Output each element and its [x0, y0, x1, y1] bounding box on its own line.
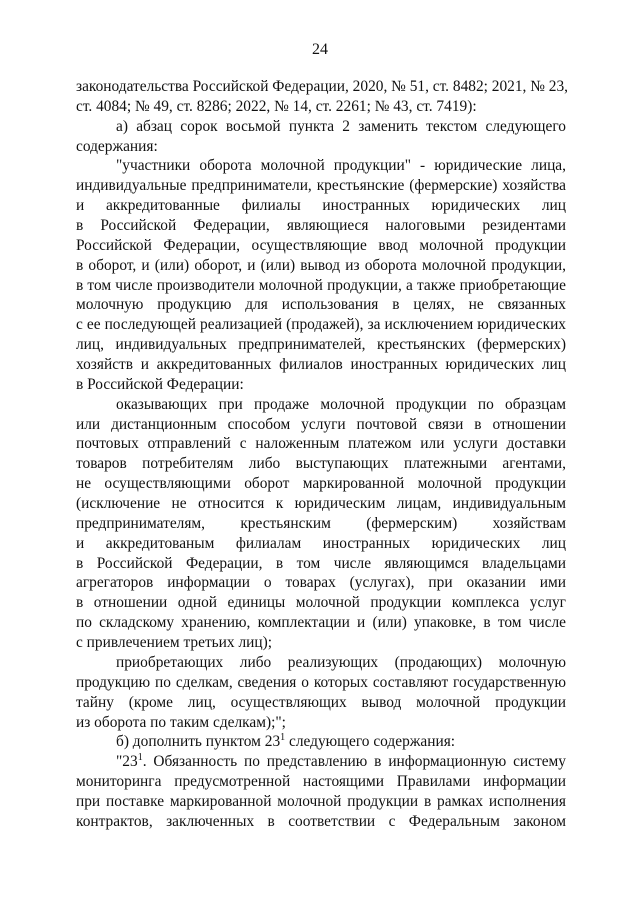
item-23-line — [76, 752, 566, 772]
text-line: законодательства Российской Федерации, 2020, № 51, ст. 8482; 2021, № 23, — [76, 78, 569, 95]
text-line: почтовых отправлений с наложенным платежом или услуги доставки — [76, 435, 566, 453]
text-line: продукцию по сделкам, сведения о которых составляют государственную — [76, 673, 566, 691]
text-line: тайну (кроме лиц, осуществляющих вывод молочной продукции — [76, 693, 566, 711]
page-number: 24 — [312, 41, 328, 58]
text-line: "участники оборота молочной продукции" - юридические лица, — [116, 157, 566, 175]
text-line: по складскому хранению, комплектации и (или) упаковке, в том числе — [76, 614, 566, 632]
text-line: в том числе производители молочной продукции, а также приобретающие — [76, 276, 566, 294]
text-line: приобретающих либо реализующих (продающих) молочную — [116, 653, 566, 671]
text-line: индивидуальные предприниматели, крестьянские (фермерские) хозяйства — [76, 177, 566, 195]
text-line: предпринимателям, крестьянским (фермерским) хозяйствам — [76, 514, 566, 532]
text-line: и аккредитованым филиалам иностранных юридических лиц — [76, 534, 566, 552]
text-line: а) абзац сорок восьмой пункта 2 заменить текстом следующего — [116, 117, 566, 135]
text-line: контрактов, заключенных в соответствии с Федеральным законом — [76, 812, 566, 830]
text-line: молочную продукцию для использования в целях, не связанных — [76, 296, 566, 314]
text-line: Российской Федерации, осуществляющие ввод молочной продукции — [76, 236, 566, 254]
text-line: в оборот, и (или) оборот, и (или) вывод из оборота молочной продукции, — [76, 256, 566, 274]
text-line: оказывающих при продаже молочной продукции по образцам — [116, 395, 566, 413]
text-line: в Российской Федерации: — [76, 375, 244, 393]
item-b-before: б) дополнить пунктом 23 — [116, 733, 281, 751]
item-23-after: . Обязанность по представлению в информационную систему — [142, 753, 566, 771]
text-line: товаров потребителям либо выступающих платежными агентами, — [76, 455, 566, 473]
text-line: в Российской Федерации, в том числе являющимся владельцами — [76, 554, 566, 572]
item-b-after: следующего содержания: — [285, 733, 456, 751]
text-line: с ее последующей реализацией (продажей), за исключением юридических — [76, 316, 566, 334]
text-line: содержания: — [76, 137, 158, 155]
text-line: (исключение не относится к юридическим лицам, индивидуальным — [76, 495, 566, 513]
text-line: или дистанционным способом услуги почтовой связи в отношении — [76, 415, 566, 433]
text-line: агрегаторов информации о товарах (услугах), при оказании ими — [76, 574, 566, 592]
item-23-superscript: 1 — [137, 752, 143, 764]
item-b-line — [76, 732, 566, 752]
text-line: не осуществляющими оборот маркированной молочной продукции — [76, 475, 566, 493]
text-line: и аккредитованные филиалы иностранных юридических лиц — [76, 197, 566, 215]
item-b-superscript: 1 — [280, 732, 286, 744]
text-line: лиц, индивидуальных предпринимателей, крестьянских (фермерских) — [76, 336, 566, 354]
text-line: мониторинга предусмотренной настоящими Правилами информации — [76, 773, 566, 791]
document-body — [76, 77, 569, 832]
text-line: из оборота по таким сделкам);"; — [76, 713, 286, 731]
item-23-before: "23 — [116, 753, 138, 771]
text-line: ст. 4084; № 49, ст. 8286; 2022, № 14, ст. 2261; № 43, ст. 7419): — [76, 97, 477, 115]
text-line: в Российской Федерации, являющиеся налоговыми резидентами — [76, 217, 566, 235]
text-line: в отношении одной единицы молочной продукции комплекса услуг — [76, 594, 566, 612]
text-line: с привлечением третьих лиц); — [76, 634, 273, 652]
text-line: хозяйств и аккредитованных филиалов иностранных юридических лиц — [76, 356, 566, 374]
text-line: при поставке маркированной молочной продукции в рамках исполнения — [76, 792, 566, 810]
